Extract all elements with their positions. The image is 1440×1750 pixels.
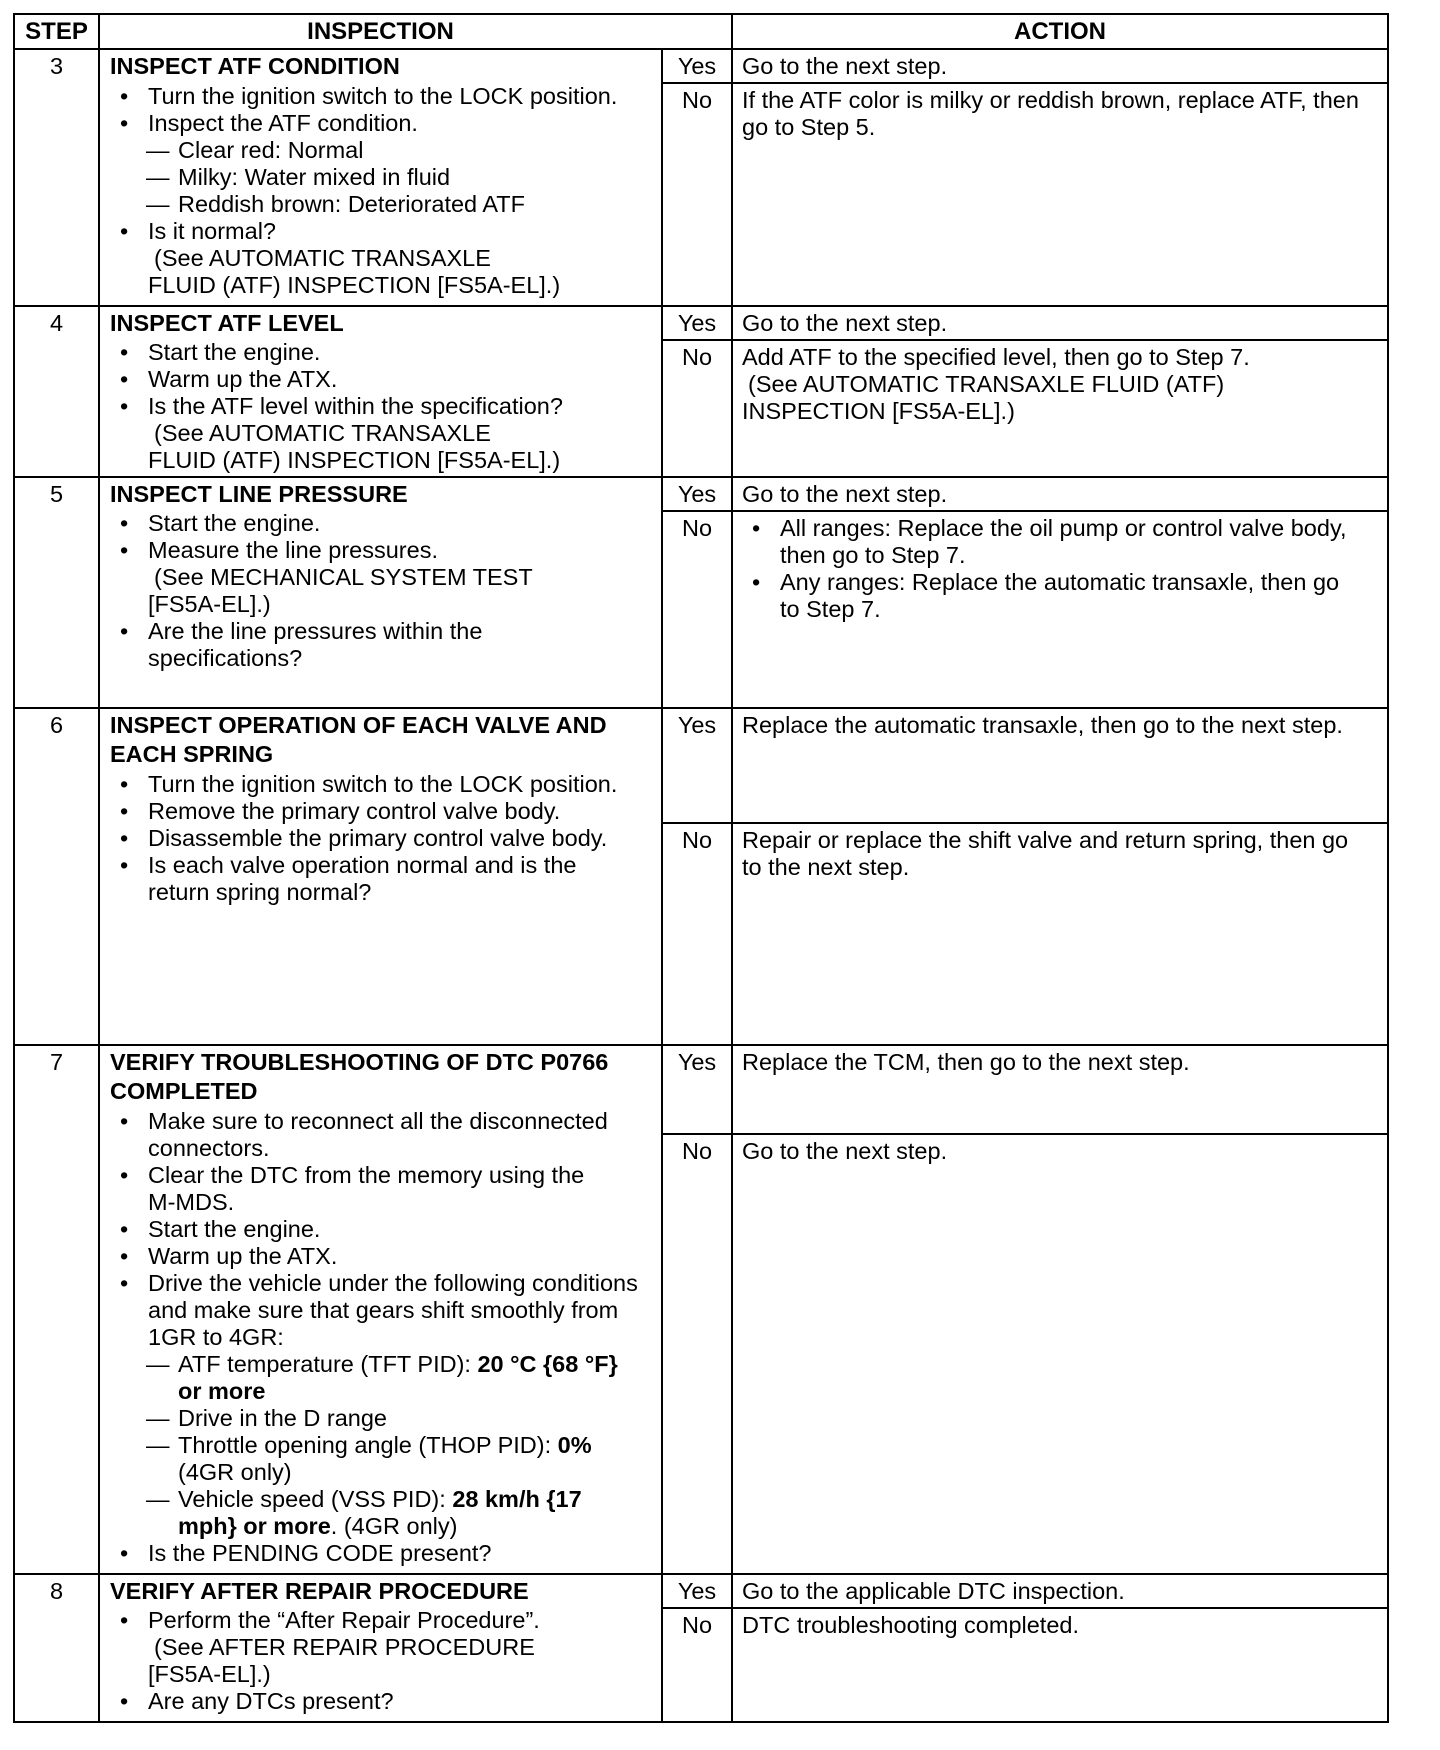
inspection-reference: FLUID (ATF) INSPECTION [FS5A-EL].) — [148, 447, 561, 473]
yes-no-divider — [661, 1607, 1387, 1609]
inspection-item: • Turn the ignition switch to the LOCK position. — [148, 771, 617, 798]
yes-no-divider — [661, 82, 1387, 84]
condition-value: mph} or more — [178, 1513, 331, 1539]
col-divider — [98, 15, 100, 1721]
row-divider — [15, 1044, 1387, 1046]
no-action: INSPECTION [FS5A-EL].) — [742, 398, 1015, 424]
inspection-item: • Is the ATF level within the specification? — [148, 393, 563, 420]
inspection-item-cont: specifications? — [148, 645, 303, 671]
header-action: ACTION — [1014, 18, 1106, 45]
yes-action: Go to the next step. — [742, 481, 948, 507]
no-label: No — [681, 87, 713, 113]
condition-value: 28 km/h {17 — [452, 1486, 582, 1512]
yes-action: Go to the next step. — [742, 53, 948, 79]
no-label: No — [681, 1612, 713, 1638]
inspection-item: • Turn the ignition switch to the LOCK position. — [148, 83, 617, 110]
yes-action: Go to the applicable DTC inspection. — [742, 1578, 1125, 1604]
inspection-item-cont: M-MDS. — [148, 1189, 235, 1215]
inspection-title: EACH SPRING — [110, 741, 274, 767]
no-label: No — [681, 1138, 713, 1164]
no-label: No — [681, 344, 713, 370]
inspection-item: • Drive the vehicle under the following conditions — [148, 1270, 638, 1297]
yes-action: Go to the next step. — [742, 310, 948, 336]
inspection-item: • Start the engine. — [148, 339, 320, 366]
col-divider — [661, 49, 663, 1721]
condition-value: 20 °C {68 °F} — [477, 1351, 618, 1377]
step-number: 3 — [49, 53, 64, 79]
condition-note: . (4GR only) — [330, 1513, 458, 1539]
no-action: DTC troubleshooting completed. — [742, 1612, 1080, 1638]
header-inspection: INSPECTION — [307, 18, 454, 45]
inspection-subitem — [178, 1432, 592, 1459]
yes-no-divider — [661, 510, 1387, 512]
inspection-subitem — [178, 1351, 618, 1378]
inspection-item: • Remove the primary control valve body. — [148, 798, 560, 825]
condition-note: (4GR only) — [178, 1459, 292, 1485]
yes-no-divider — [661, 339, 1387, 341]
inspection-item: • Disassemble the primary control valve body. — [148, 825, 607, 852]
inspection-item: • Is each valve operation normal and is the — [148, 852, 576, 879]
inspection-reference: (See AUTOMATIC TRANSAXLE — [154, 420, 491, 446]
inspection-item: • Warm up the ATX. — [148, 1243, 337, 1270]
no-action: (See AUTOMATIC TRANSAXLE FLUID (ATF) — [748, 371, 1225, 397]
yes-label: Yes — [677, 481, 717, 507]
yes-label: Yes — [677, 1049, 717, 1075]
inspection-title: INSPECT ATF CONDITION — [110, 53, 400, 79]
condition-label: Throttle opening angle (THOP PID): — [178, 1432, 558, 1458]
inspection-subitem-cont — [178, 1513, 457, 1540]
inspection-item-cont: 1GR to 4GR: — [148, 1324, 284, 1350]
no-action: • All ranges: Replace the oil pump or control valve body, — [780, 515, 1346, 542]
inspection-reference: (See MECHANICAL SYSTEM TEST — [154, 564, 533, 590]
no-label: No — [681, 827, 713, 853]
inspection-item: • Are the line pressures within the — [148, 618, 482, 645]
yes-no-divider — [661, 1133, 1387, 1135]
inspection-item: • Make sure to reconnect all the disconnected — [148, 1108, 608, 1135]
inspection-title: INSPECT OPERATION OF EACH VALVE AND — [110, 712, 607, 738]
inspection-item: • Is it normal? — [148, 218, 276, 245]
inspection-item: • Are any DTCs present? — [148, 1688, 394, 1715]
condition-value: or more — [178, 1378, 266, 1404]
no-action: Go to the next step. — [742, 1138, 948, 1164]
inspection-reference: (See AUTOMATIC TRANSAXLE — [154, 245, 491, 271]
yes-label: Yes — [677, 1578, 717, 1604]
no-action: then go to Step 7. — [780, 542, 966, 568]
inspection-reference: [FS5A-EL].) — [148, 1661, 271, 1687]
step-number: 6 — [49, 712, 64, 738]
yes-label: Yes — [677, 53, 717, 79]
no-label: No — [681, 515, 713, 541]
inspection-reference: [FS5A-EL].) — [148, 591, 271, 617]
inspection-item: • Warm up the ATX. — [148, 366, 337, 393]
inspection-item-cont: return spring normal? — [148, 879, 372, 905]
inspection-reference: FLUID (ATF) INSPECTION [FS5A-EL].) — [148, 272, 561, 298]
inspection-subitem: — Clear red: Normal — [178, 137, 363, 164]
row-divider — [15, 707, 1387, 709]
inspection-subitem — [178, 1486, 582, 1513]
step-number: 8 — [49, 1578, 64, 1604]
inspection-subitem: — Drive in the D range — [178, 1405, 387, 1432]
inspection-title: VERIFY AFTER REPAIR PROCEDURE — [110, 1578, 529, 1604]
inspection-item: • Start the engine. — [148, 510, 320, 537]
no-action: to Step 7. — [780, 596, 881, 622]
step-number: 4 — [49, 310, 64, 336]
no-action: • Any ranges: Replace the automatic transaxle, then go — [780, 569, 1339, 596]
inspection-item-cont: connectors. — [148, 1135, 270, 1161]
inspection-title: INSPECT LINE PRESSURE — [110, 481, 408, 507]
no-action: go to Step 5. — [742, 114, 876, 140]
inspection-subitem: — Milky: Water mixed in fluid — [178, 164, 450, 191]
inspection-item: • Perform the “After Repair Procedure”. — [148, 1607, 540, 1634]
troubleshooting-table — [13, 13, 1389, 1723]
row-divider — [15, 1573, 1387, 1575]
yes-label: Yes — [677, 310, 717, 336]
inspection-title: VERIFY TROUBLESHOOTING OF DTC P0766 — [110, 1049, 609, 1075]
row-divider — [15, 305, 1387, 307]
no-action: to the next step. — [742, 854, 910, 880]
step-number: 7 — [49, 1049, 64, 1075]
step-number: 5 — [49, 481, 64, 507]
col-divider — [731, 15, 733, 1721]
condition-label: Vehicle speed (VSS PID): — [178, 1486, 453, 1512]
yes-action: Replace the automatic transaxle, then go to the next step. — [742, 712, 1343, 738]
yes-action: Replace the TCM, then go to the next step. — [742, 1049, 1190, 1075]
yes-no-divider — [661, 822, 1387, 824]
inspection-reference: (See AFTER REPAIR PROCEDURE — [154, 1634, 535, 1660]
yes-label: Yes — [677, 712, 717, 738]
inspection-title: INSPECT ATF LEVEL — [110, 310, 344, 336]
inspection-title: COMPLETED — [110, 1078, 258, 1104]
inspection-item: • Clear the DTC from the memory using the — [148, 1162, 584, 1189]
inspection-item: • Start the engine. — [148, 1216, 320, 1243]
no-action: Add ATF to the specified level, then go to Step 7. — [742, 344, 1250, 370]
header-step: STEP — [25, 18, 88, 45]
inspection-item: • Is the PENDING CODE present? — [148, 1540, 491, 1567]
no-action: If the ATF color is milky or reddish brown, replace ATF, then — [742, 87, 1359, 113]
inspection-subitem: — Reddish brown: Deteriorated ATF — [178, 191, 525, 218]
row-divider — [15, 476, 1387, 478]
inspection-item: • Inspect the ATF condition. — [148, 110, 418, 137]
no-action: Repair or replace the shift valve and return spring, then go — [742, 827, 1349, 853]
inspection-item-cont: and make sure that gears shift smoothly from — [148, 1297, 619, 1323]
inspection-item: • Measure the line pressures. — [148, 537, 438, 564]
condition-value: 0% — [557, 1432, 592, 1458]
condition-label: ATF temperature (TFT PID): — [178, 1351, 478, 1377]
